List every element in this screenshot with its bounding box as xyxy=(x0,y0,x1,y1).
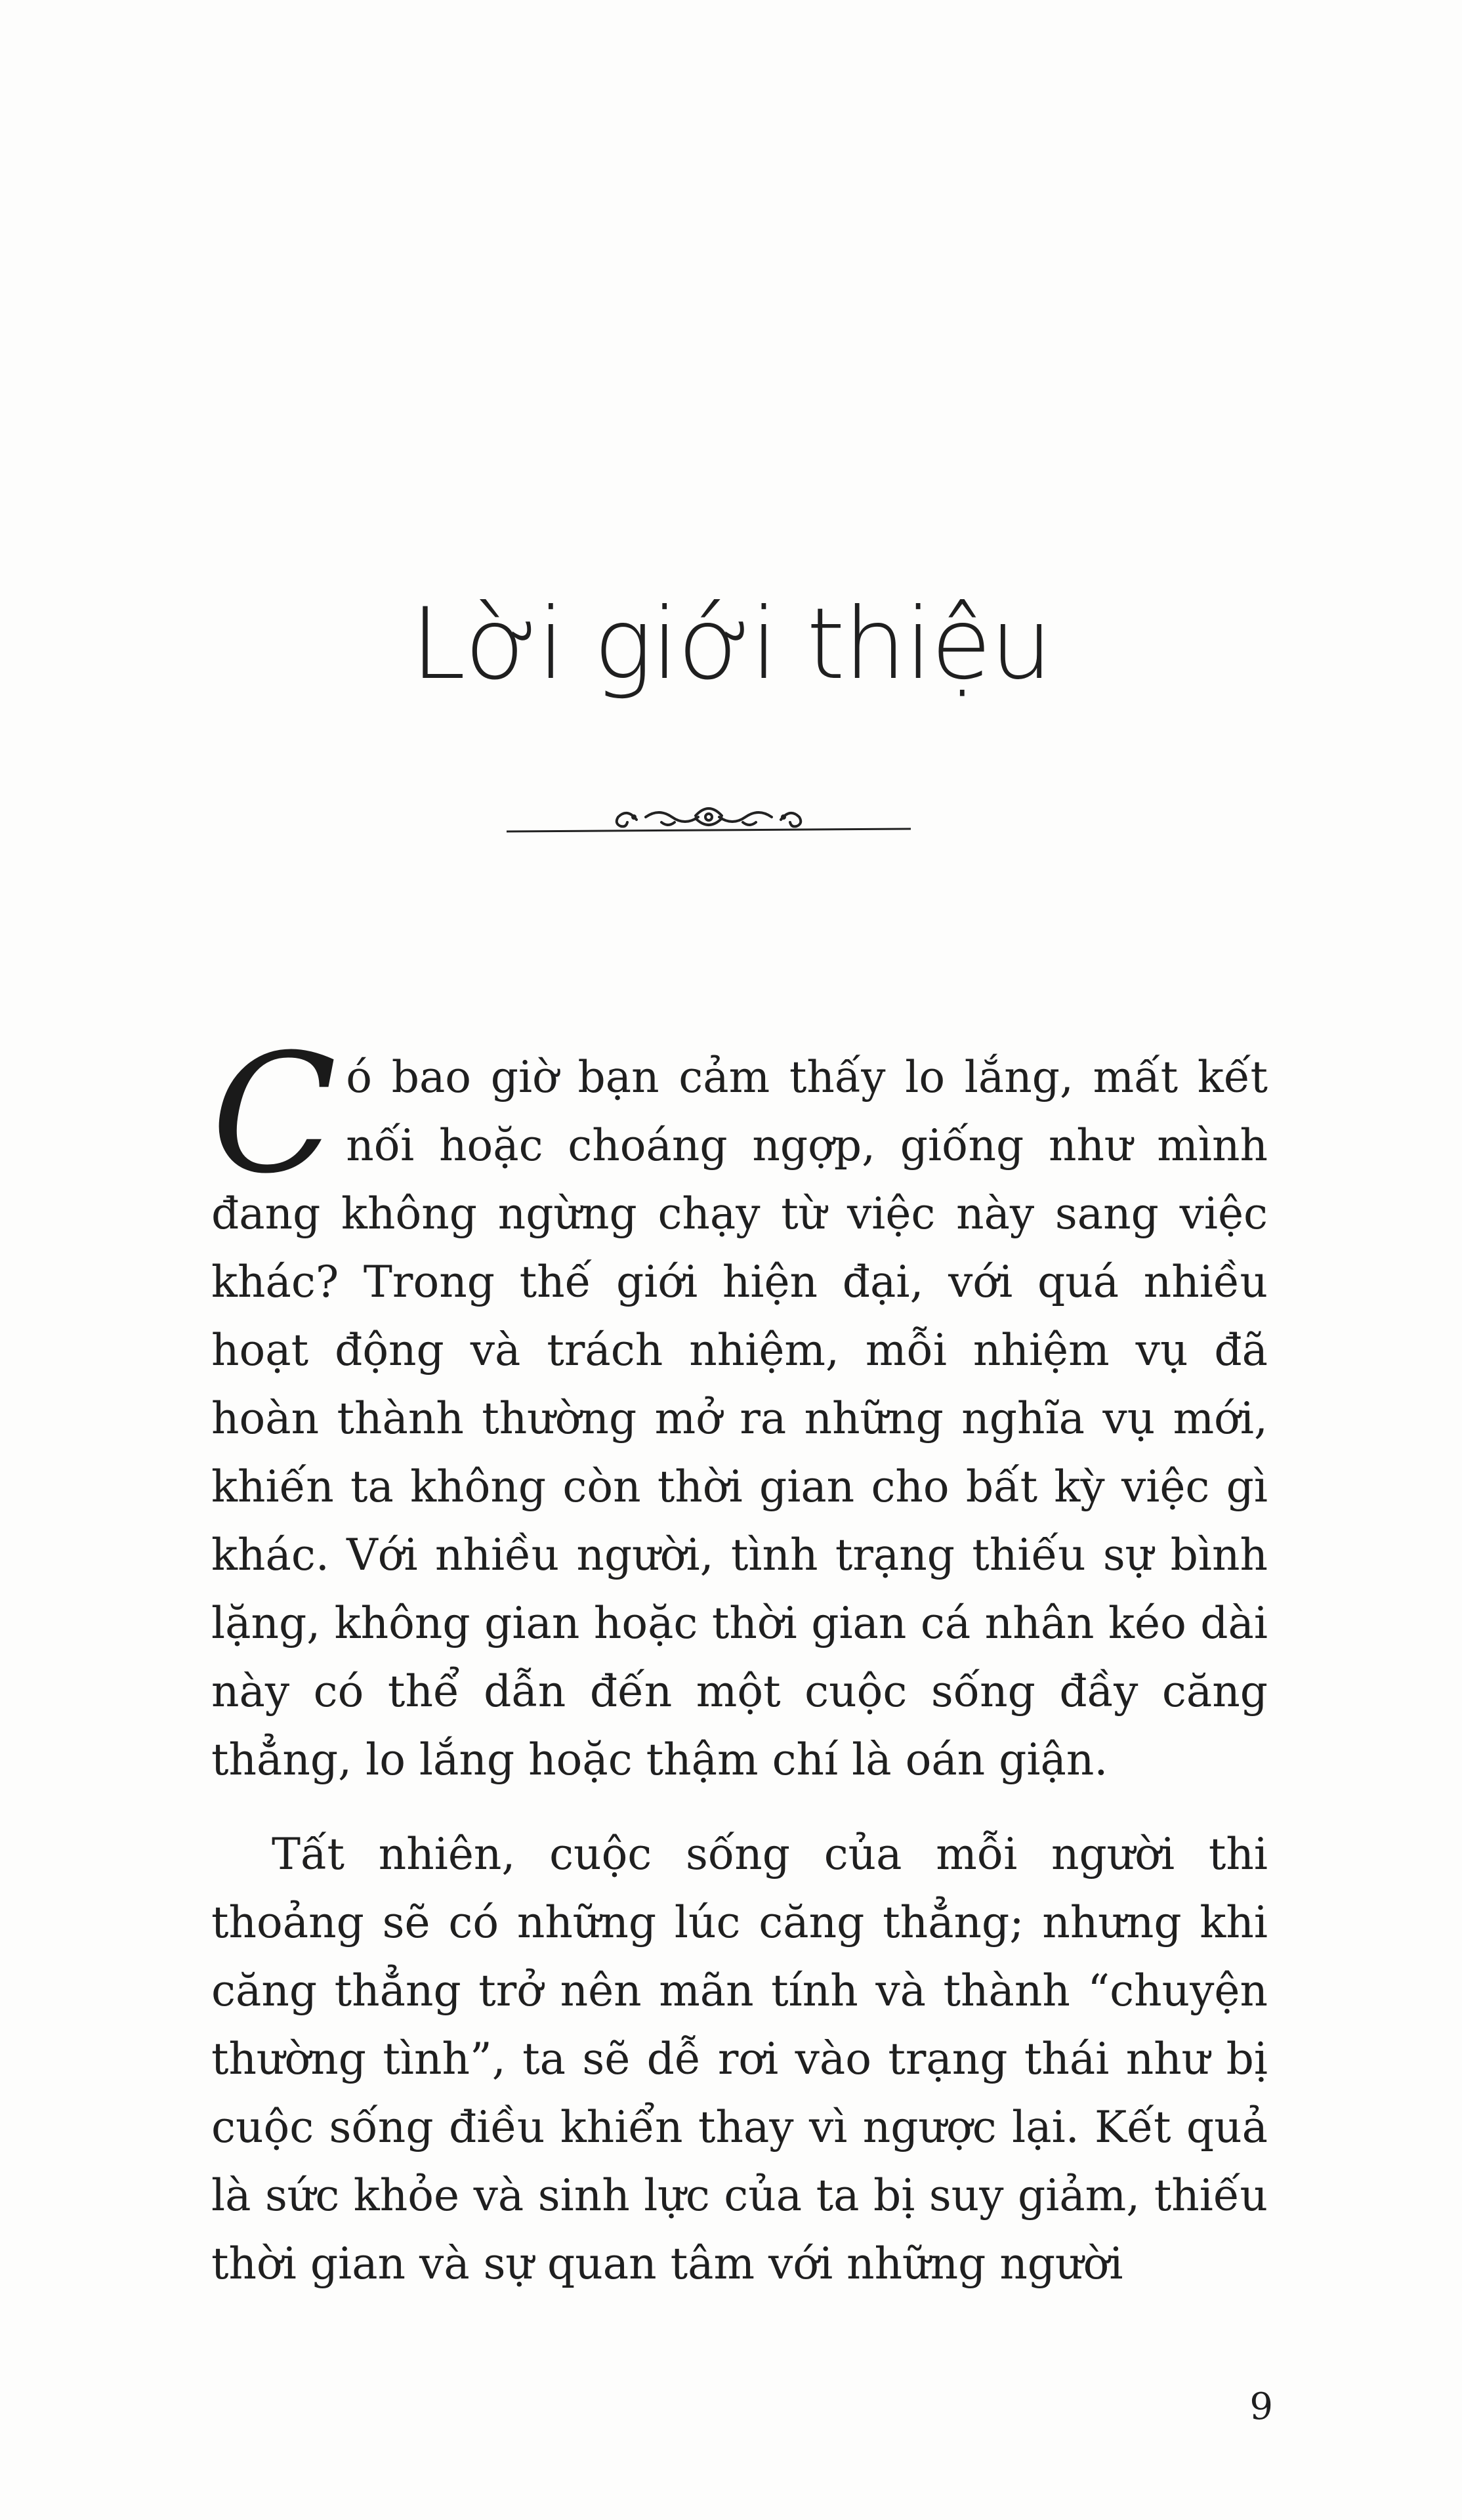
drop-cap: C xyxy=(211,1018,337,1209)
page-number: 9 xyxy=(1249,2385,1273,2428)
ornamental-divider-icon xyxy=(505,791,912,850)
chapter-title: Lời giới thiệu xyxy=(411,587,1051,702)
body-text xyxy=(211,1018,1268,2298)
paragraph-1-text: ó bao giờ bạn cảm thấy lo lắng, mất kết nối hoặc choáng ngợp, giống như mình đang không ngừng chạy từ việc này sang việc khác? Trong thế giới hiện đại, với quá nhiều hoạt động và trách nhiệm, mỗi nhiệm vụ đã hoàn thành thường mở ra những nghĩa vụ mới, khiến ta không còn thời gian cho bất kỳ việc gì khác. Với nhiều người, tình trạng thiếu sự bình lặng, không gian hoặc thời gian cá nhân kéo dài này có thể dẫn đến một cuộc sống đầy căng thẳng, lo lắng hoặc thậm chí là oán giận. xyxy=(211,1052,1268,1785)
paragraph-1 xyxy=(211,1018,1268,1794)
paragraph-2: Tất nhiên, cuộc sống của mỗi người thi thoảng sẽ có những lúc căng thẳng; nhưng khi căng thẳng trở nên mãn tính và thành “chuyện thường tình”, ta sẽ dễ rơi vào trạng thái như bị cuộc sống điều khiển thay vì ngược lại. Kết quả là sức khỏe và sinh lực của ta bị suy giảm, thiếu thời gian và sự quan tâm với những người xyxy=(211,1829,1268,2289)
